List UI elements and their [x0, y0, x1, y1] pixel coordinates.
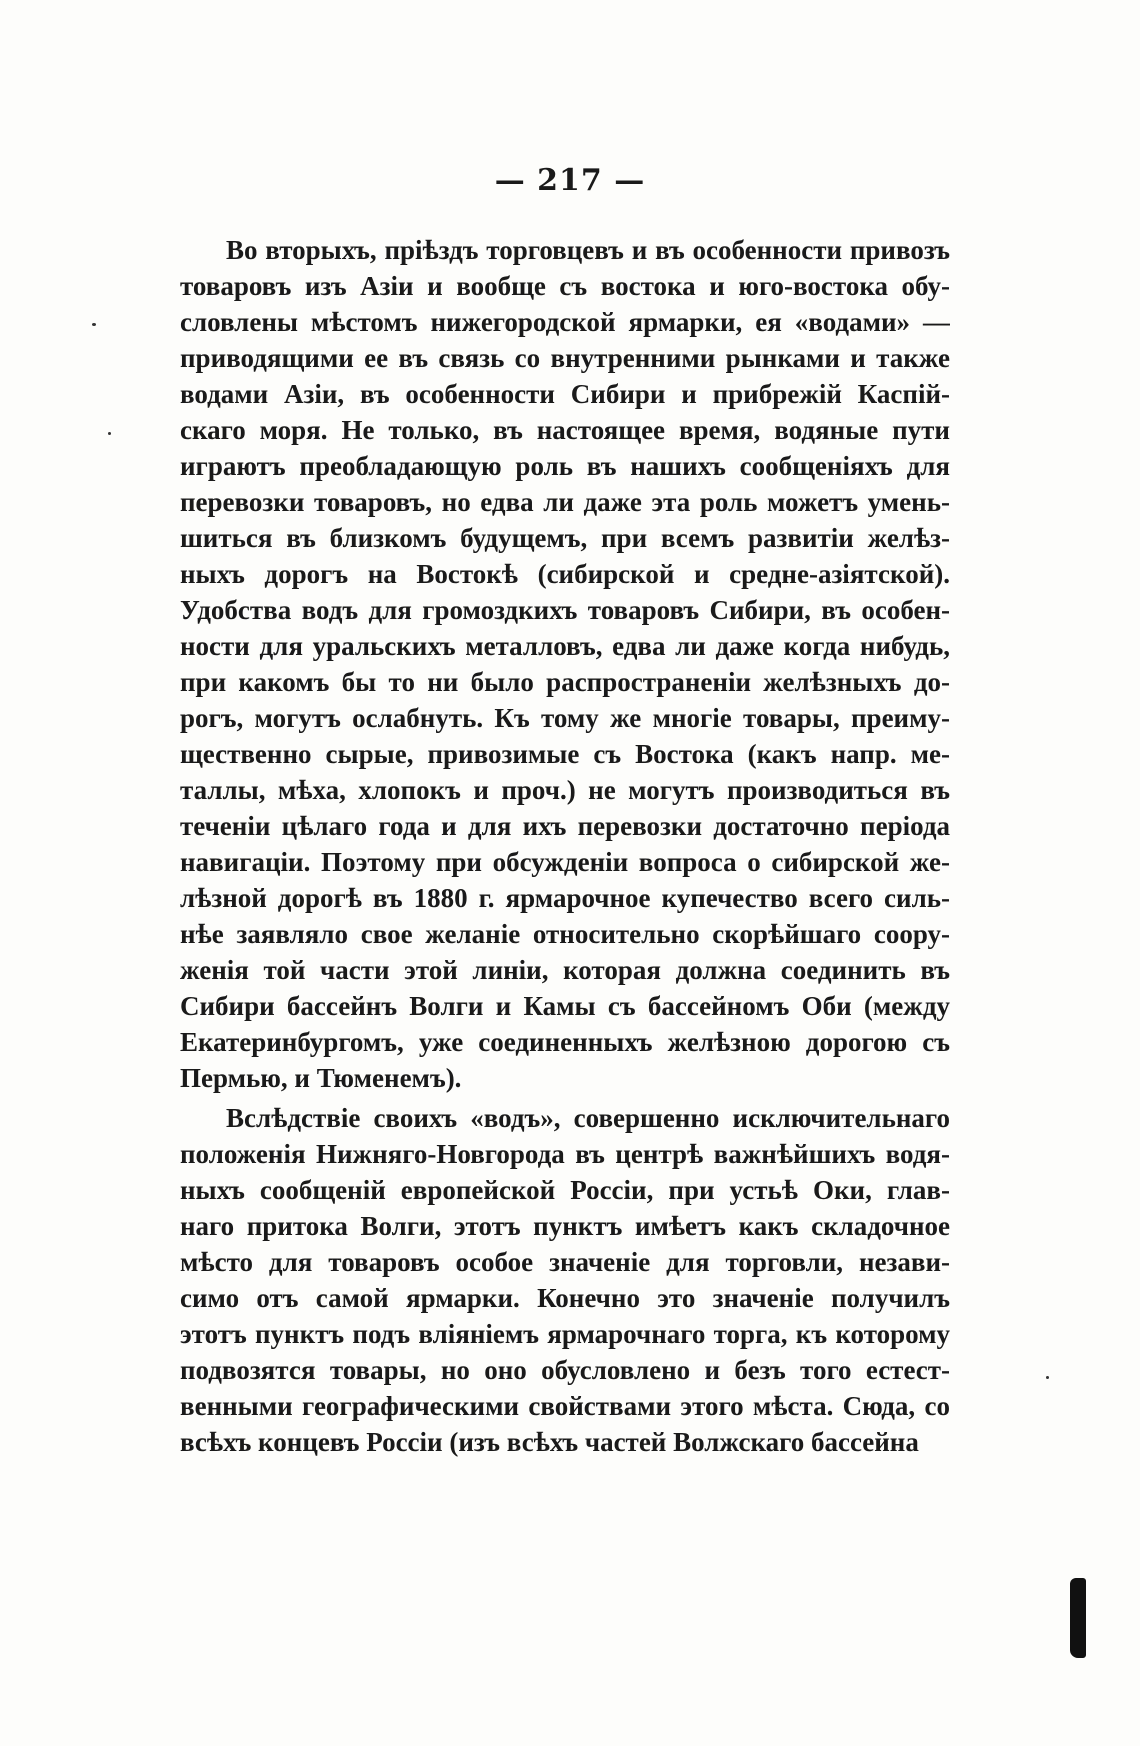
text-line: играютъ преобладающую роль въ нашихъ сообщеніяхъ для [180, 451, 950, 481]
text-line: мѣсто для товаровъ особое значеніе для торговли, незави- [180, 1247, 950, 1277]
text-line: наго притока Волги, этотъ пунктъ имѣетъ какъ складочное [180, 1211, 950, 1241]
text-line: ныхъ сообщеній европейской Россіи, при устьѣ Оки, глав- [180, 1175, 950, 1205]
text-line: Екатеринбургомъ, уже соединенныхъ желѣзною дорогою съ [180, 1027, 950, 1057]
text-line: Пермью, и Тюменемъ). [180, 1063, 462, 1093]
text-line: Вслѣдствіе своихъ «водъ», совершенно исключительнаго [226, 1103, 950, 1133]
paragraph [180, 232, 950, 1096]
text-line: нѣе заявляло свое желаніе относительно скорѣйшаго соору- [180, 919, 950, 949]
text-line: при какомъ бы то ни было распространеніи желѣзныхъ до- [180, 667, 950, 697]
text-line: лѣзной дорогѣ въ 1880 г. ярмарочное купечество всего силь- [180, 883, 950, 913]
text-line: таллы, мѣха, хлопокъ и проч.) не могутъ производиться въ [180, 775, 950, 805]
text-line: положенія Нижняго-Новгорода въ центрѣ важнѣйшихъ водя- [180, 1139, 950, 1169]
text-line: словлены мѣстомъ нижегородской ярмарки, ея «водами» — [180, 307, 950, 337]
paper-speck [92, 323, 96, 326]
text-line: всѣхъ концевъ Россіи (изъ всѣхъ частей Волжскаго бассейна [180, 1427, 919, 1457]
text-line: скаго моря. Не только, въ настоящее время, водяные пути [180, 415, 950, 445]
text-line: рогъ, могутъ ослабнуть. Къ тому же многіе товары, преиму- [180, 703, 950, 733]
text-line: щественно сырые, привозимые съ Востока (какъ напр. ме- [180, 739, 950, 769]
page-number: — 217 — [494, 163, 646, 198]
text-line: теченіи цѣлаго года и для ихъ перевозки достаточно періода [180, 811, 950, 841]
text-line: Удобства водъ для громоздкихъ товаровъ Сибири, въ особен- [180, 595, 950, 625]
text-line: этотъ пунктъ подъ вліяніемъ ярмарочнаго торга, къ которому [180, 1319, 950, 1349]
text-line: водами Азіи, въ особенности Сибири и прибрежій Каспій- [180, 379, 950, 409]
text-line: навигаціи. Поэтому при обсужденіи вопроса о сибирской же- [180, 847, 950, 877]
text-line: венными географическими свойствами этого мѣста. Сюда, со [180, 1391, 950, 1421]
text-line: перевозки товаровъ, но едва ли даже эта роль можетъ умень- [180, 487, 950, 517]
paper-speck [108, 432, 111, 435]
text-line: шиться въ близкомъ будущемъ, при всемъ развитіи желѣз- [180, 523, 950, 553]
text-line: подвозятся товары, но оно обусловлено и безъ того естест- [180, 1355, 950, 1385]
text-line: ности для уральскихъ металловъ, едва ли даже когда нибудь, [180, 631, 950, 661]
text-line: Во вторыхъ, пріѣздъ торговцевъ и въ особенности привозъ [226, 235, 950, 265]
text-line: симо отъ самой ярмарки. Конечно это значеніе получилъ [180, 1283, 950, 1313]
paragraphs [180, 232, 950, 1460]
text-line: Сибири бассейнъ Волги и Камы съ бассейномъ Оби (между [180, 991, 950, 1021]
text-line: товаровъ изъ Азіи и вообще съ востока и юго-востока обу- [180, 271, 950, 301]
text-line: приводящими ее въ связь со внутренними рынками и также [180, 343, 950, 373]
paragraph [180, 1100, 950, 1460]
paper-speck [1046, 1376, 1049, 1379]
body-text [180, 232, 950, 1460]
text-line: ныхъ дорогъ на Востокѣ (сибирской и средне-азіятской). [180, 559, 950, 589]
text-line: женія той части этой линіи, которая должна соединить въ [180, 955, 950, 985]
page-edge-mark [1070, 1578, 1086, 1658]
